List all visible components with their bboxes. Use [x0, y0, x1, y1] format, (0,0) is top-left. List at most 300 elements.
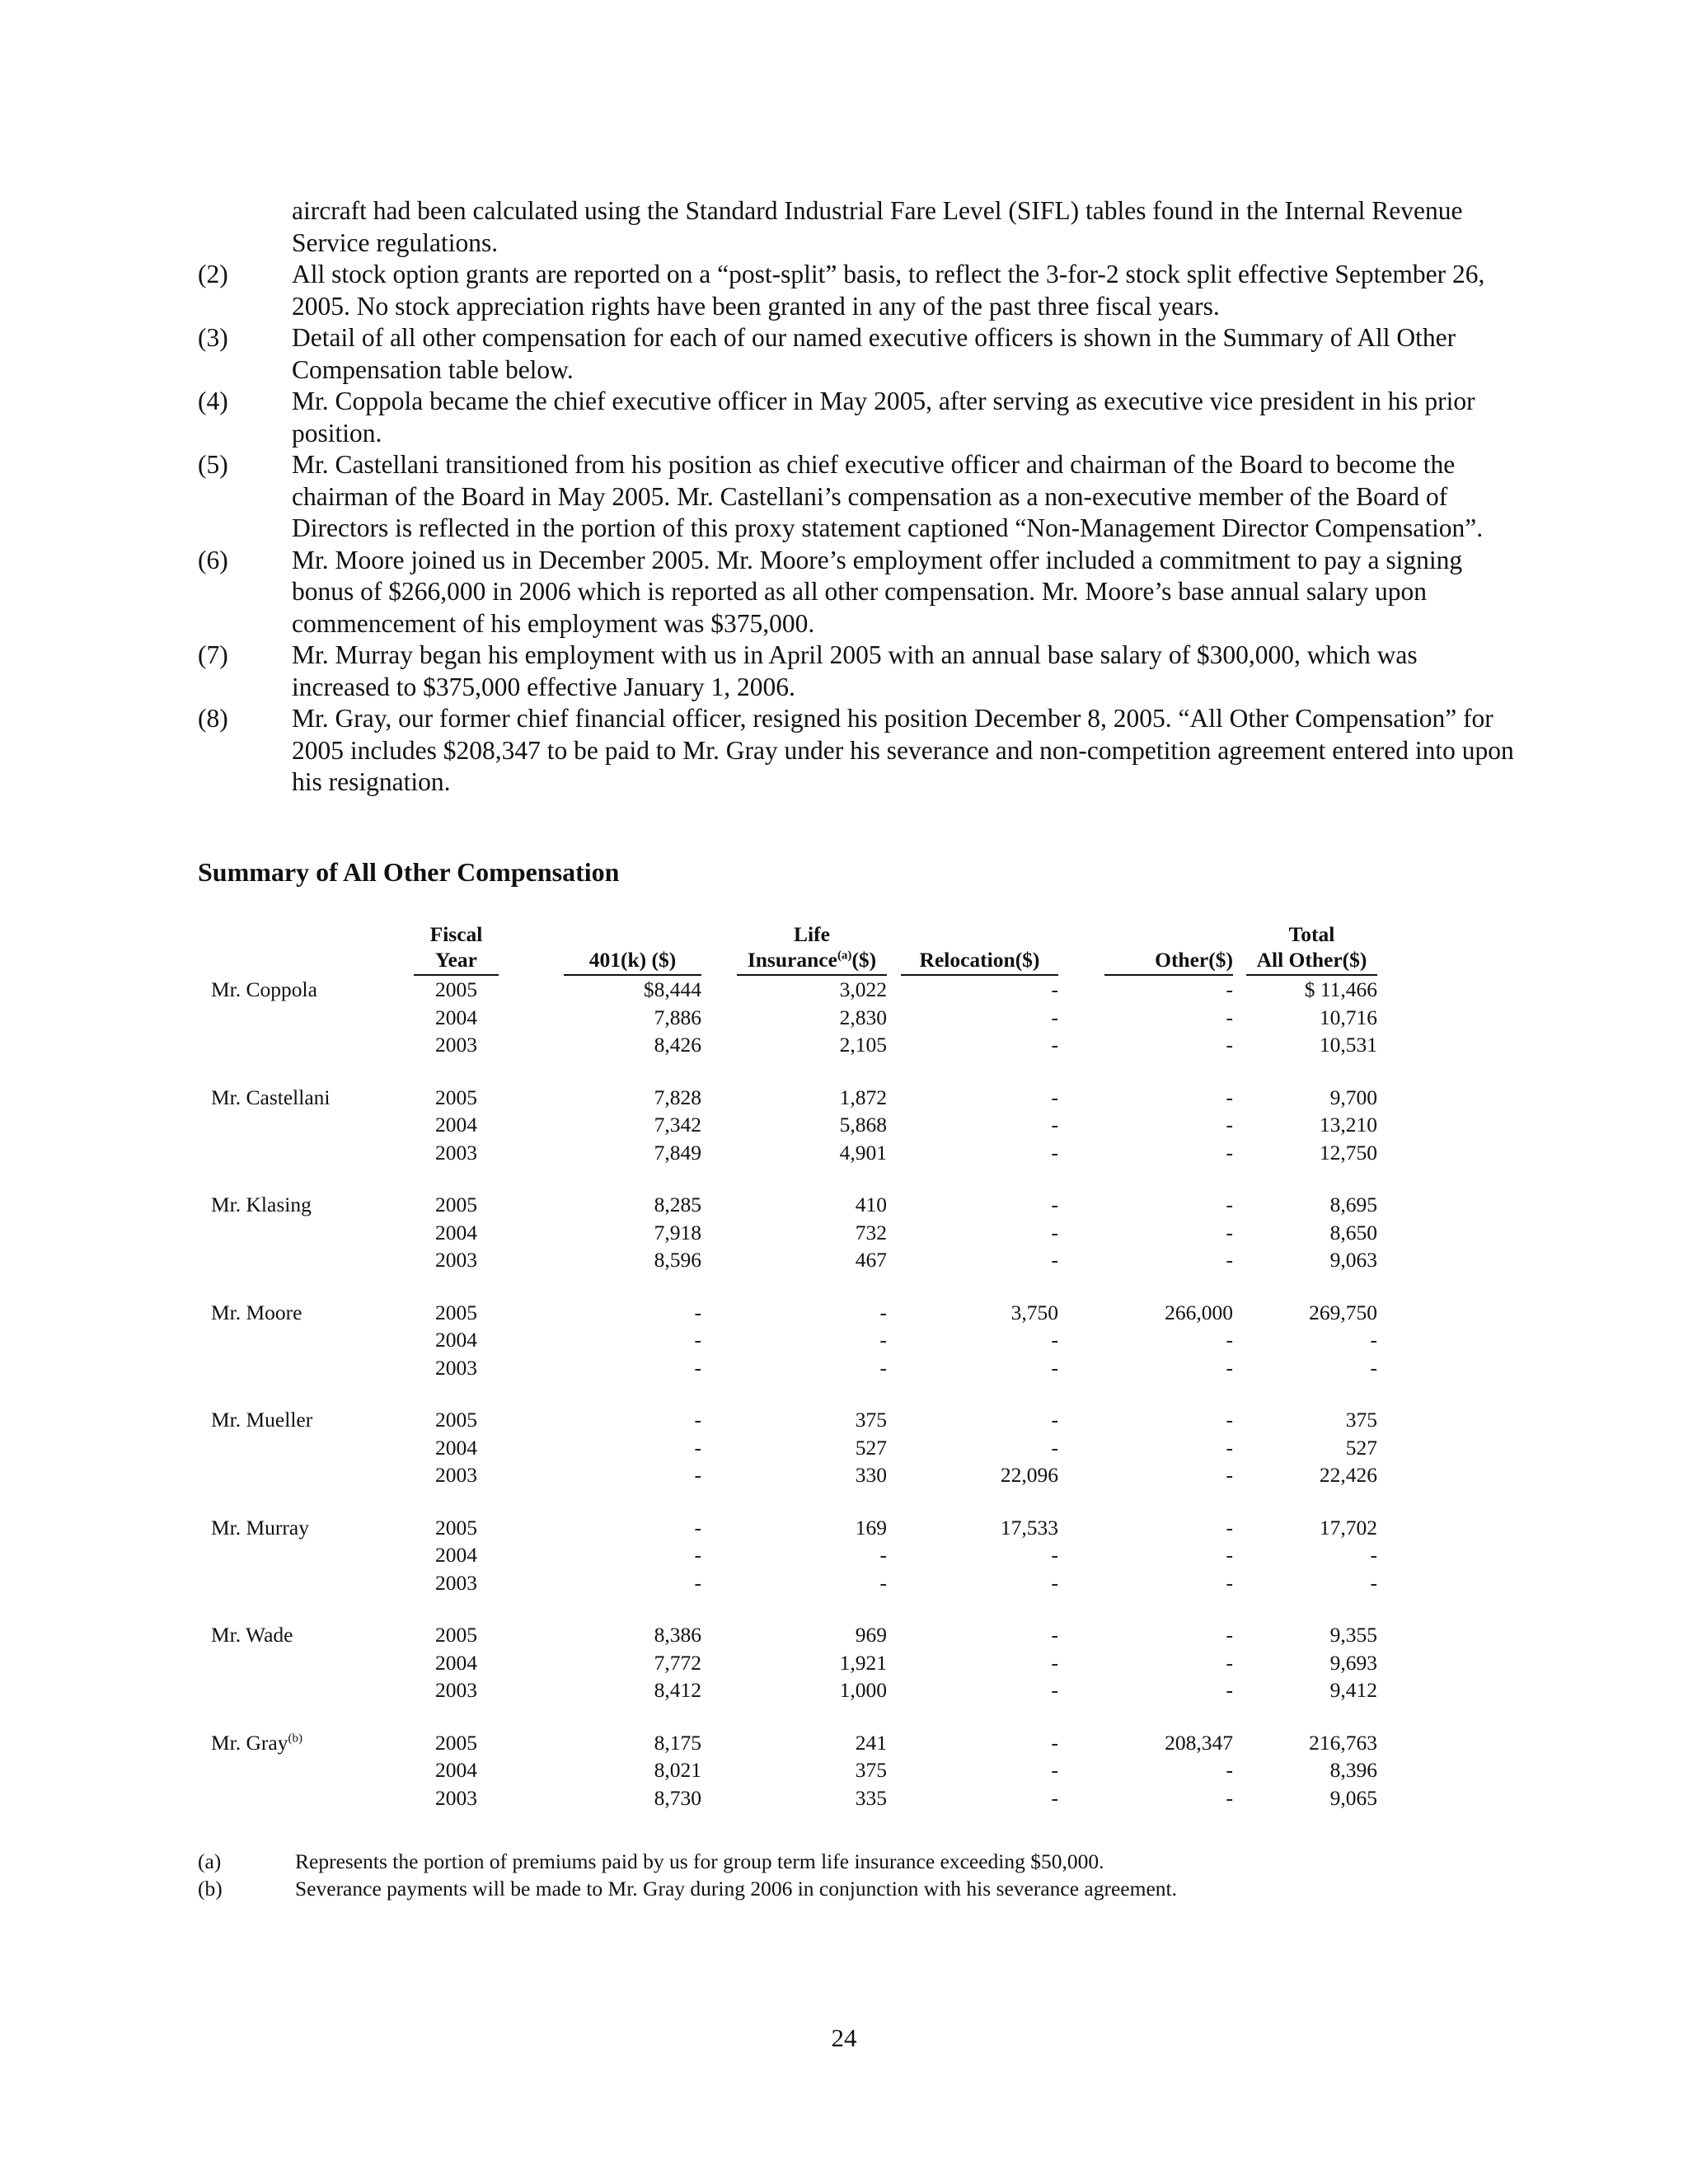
- executive-name: [198, 1191, 414, 1219]
- total-all-other-cell: 269,750: [1309, 1300, 1377, 1324]
- life-insurance-cell: 4,901: [839, 1140, 887, 1165]
- total-all-other-cell: 9,412: [1329, 1678, 1377, 1702]
- executive-name: [198, 1326, 414, 1354]
- footnote-text: Mr. Coppola became the chief executive officer in May 2005, after serving as executive vice president in his prior position.: [292, 387, 1475, 448]
- relocation-cell: -: [1051, 1113, 1058, 1137]
- fiscal-year-cell: 2003: [435, 1140, 477, 1165]
- spacer-cell: [1233, 1514, 1246, 1542]
- spacer-cell: [198, 1704, 1377, 1729]
- executive-name: [198, 1784, 414, 1812]
- spacer-cell: [701, 1784, 737, 1812]
- table-row: [198, 1784, 1377, 1812]
- executive-name-text: Mr. Castellani: [211, 1085, 331, 1109]
- group-spacer: [198, 1166, 1377, 1191]
- table-row: [198, 1461, 1377, 1489]
- life-insurance-cell: -: [879, 1570, 887, 1595]
- spacer-cell: [499, 1326, 564, 1354]
- other-cell: -: [1226, 1193, 1233, 1216]
- spacer-cell: [887, 1084, 901, 1112]
- other-compensation-table: [198, 921, 1377, 1811]
- spacer-cell: [499, 1649, 564, 1677]
- group-spacer: [198, 1381, 1377, 1406]
- spacer-cell: [887, 1299, 901, 1327]
- spacer-cell: [701, 1569, 737, 1597]
- spacer-cell: [499, 1139, 564, 1167]
- footnote: [198, 545, 1517, 640]
- fiscal-year-cell: 2005: [435, 1730, 477, 1755]
- spacer-cell: [701, 1434, 737, 1462]
- fiscal-year-cell: 2005: [435, 1408, 477, 1432]
- spacer-cell: [1058, 1541, 1104, 1569]
- table-row: [198, 1299, 1377, 1327]
- spacer-cell: [1058, 1621, 1104, 1649]
- relocation-cell: 17,533: [1000, 1515, 1058, 1540]
- relocation-cell: -: [1051, 1033, 1058, 1057]
- k401-cell: 7,849: [654, 1140, 701, 1165]
- spacer-cell: [701, 1219, 737, 1247]
- footnote-text: Mr. Moore joined us in December 2005. Mr. Moore’s employment offer included a commitment to pay a signing bonus of $266,000 in 2006 which is reported as all other compensation. Mr. Moore’s base annual salary upon commencement of his employment was $375,000.: [292, 545, 1463, 638]
- k401-cell: 8,386: [654, 1623, 701, 1647]
- table-row: [198, 1246, 1377, 1274]
- k401-cell: 8,412: [654, 1678, 701, 1702]
- spacer-cell: [1058, 1139, 1104, 1167]
- fiscal-year-cell: 2005: [435, 977, 477, 1001]
- spacer-cell: [1233, 1461, 1246, 1489]
- spacer-cell: [499, 1191, 564, 1219]
- spacer-cell: [887, 1191, 901, 1219]
- footnote: [198, 703, 1517, 799]
- executive-name: [198, 1354, 414, 1382]
- relocation-cell: -: [1051, 1085, 1058, 1109]
- spacer-cell: [499, 1541, 564, 1569]
- k401-cell: 8,021: [654, 1758, 701, 1782]
- total-all-other-cell: 9,355: [1329, 1623, 1377, 1647]
- fiscal-year-cell: 2003: [435, 1678, 477, 1702]
- total-all-other-cell: 10,716: [1319, 1005, 1377, 1029]
- spacer-cell: [887, 1406, 901, 1434]
- spacer-cell: [701, 1031, 737, 1059]
- footnote-text: Mr. Gray, our former chief financial officer, resigned his position December 8, 2005. “All Other Compensation” for 2005 includes $208,347 to be paid to Mr. Gray under his severance and non-competition agreement entered into upon his resignation.: [292, 704, 1514, 796]
- executive-name: [198, 1649, 414, 1677]
- spacer-cell: [887, 1031, 901, 1059]
- executive-name: [198, 1246, 414, 1274]
- header-insurance: [737, 947, 887, 975]
- other-cell: -: [1226, 1140, 1233, 1165]
- other-cell: -: [1226, 1543, 1233, 1567]
- executive-name: [198, 975, 414, 1004]
- footnote: [198, 386, 1517, 449]
- total-all-other-cell: 12,750: [1319, 1140, 1377, 1165]
- spacer-cell: [887, 1111, 901, 1139]
- relocation-cell: -: [1051, 1650, 1058, 1675]
- life-insurance-cell: 335: [855, 1785, 887, 1810]
- table-row: [198, 1031, 1377, 1059]
- spacer-cell: [1233, 1084, 1246, 1112]
- spacer-cell: [1058, 1729, 1104, 1757]
- spacer-cell: [701, 1111, 737, 1139]
- table-row: [198, 1219, 1377, 1247]
- footnote-number: (3): [198, 323, 228, 352]
- spacer-cell: [1233, 1756, 1246, 1784]
- header-life: Life: [794, 922, 830, 946]
- spacer-cell: [1233, 1326, 1246, 1354]
- total-all-other-cell: 8,396: [1329, 1758, 1377, 1782]
- other-cell: 266,000: [1165, 1300, 1233, 1324]
- other-cell: 208,347: [1165, 1730, 1233, 1755]
- spacer-cell: [887, 1649, 901, 1677]
- other-cell: -: [1226, 1785, 1233, 1810]
- spacer-cell: [499, 1569, 564, 1597]
- footnote-list: [198, 195, 1517, 799]
- k401-cell: 7,828: [654, 1085, 701, 1109]
- table-note: [198, 1875, 1177, 1902]
- header-insurance-unit: ($): [851, 948, 877, 972]
- life-insurance-cell: 969: [855, 1623, 887, 1647]
- group-spacer: [198, 1274, 1377, 1299]
- footnote-text: All stock option grants are reported on a “post-split” basis, to reflect the 3-for-2 stock split effective September 26, 2005. No stock appreciation rights have been granted in any of the past three fiscal years.: [292, 260, 1485, 321]
- total-all-other-cell: 527: [1345, 1435, 1377, 1460]
- spacer-cell: [1058, 1004, 1104, 1032]
- footnote-text: Mr. Murray began his employment with us in April 2005 with an annual base salary of $300,000, which was increased to $375,000 effective January 1, 2006.: [292, 640, 1418, 701]
- fiscal-year-cell: 2005: [435, 1300, 477, 1324]
- other-cell: -: [1226, 1463, 1233, 1487]
- spacer-cell: [701, 1084, 737, 1112]
- total-all-other-cell: 13,210: [1319, 1113, 1377, 1137]
- table-row: [198, 1676, 1377, 1704]
- executive-name: [198, 1219, 414, 1247]
- spacer-cell: [701, 1139, 737, 1167]
- page-number: 24: [831, 2023, 857, 2052]
- spacer-cell: [887, 1004, 901, 1032]
- spacer-cell: [1058, 1434, 1104, 1462]
- spacer-cell: [499, 975, 564, 1004]
- k401-cell: 8,426: [654, 1033, 701, 1057]
- relocation-cell: -: [1051, 1570, 1058, 1595]
- executive-name: [198, 1756, 414, 1784]
- life-insurance-cell: 467: [855, 1248, 887, 1272]
- other-cell: -: [1226, 977, 1233, 1001]
- life-insurance-cell: 2,830: [839, 1005, 887, 1029]
- executive-name-text: Mr. Gray: [211, 1730, 288, 1755]
- spacer-cell: [887, 975, 901, 1004]
- other-cell: -: [1226, 1408, 1233, 1432]
- header-401k: 401(k) ($): [564, 947, 701, 975]
- executive-name-text: Mr. Moore: [211, 1300, 302, 1324]
- total-all-other-cell: 22,426: [1319, 1463, 1377, 1487]
- relocation-cell: -: [1051, 1005, 1058, 1029]
- footnote: [198, 322, 1517, 386]
- k401-cell: 8,285: [654, 1193, 701, 1216]
- total-all-other-cell: 8,695: [1329, 1193, 1377, 1216]
- total-all-other-cell: 10,531: [1319, 1033, 1377, 1057]
- other-cell: -: [1226, 1650, 1233, 1675]
- fiscal-year-cell: 2004: [435, 1328, 477, 1352]
- life-insurance-cell: 1,000: [839, 1678, 887, 1702]
- other-cell: -: [1226, 1758, 1233, 1782]
- k401-cell: 7,342: [654, 1113, 701, 1137]
- fiscal-year-cell: 2004: [435, 1758, 477, 1782]
- footnote-text: Detail of all other compensation for each of our named executive officers is shown in the Summary of All Other Compensation table below.: [292, 323, 1456, 384]
- spacer-cell: [887, 1676, 901, 1704]
- spacer-cell: [499, 1461, 564, 1489]
- k401-cell: -: [694, 1355, 701, 1380]
- table-row: [198, 1541, 1377, 1569]
- footnote-marker: (b): [288, 1732, 302, 1745]
- total-all-other-cell: 9,700: [1329, 1085, 1377, 1109]
- spacer-cell: [1233, 975, 1246, 1004]
- other-cell: -: [1226, 1005, 1233, 1029]
- spacer-cell: [1058, 1326, 1104, 1354]
- spacer-cell: [499, 1111, 564, 1139]
- fiscal-year-cell: 2004: [435, 1113, 477, 1137]
- fiscal-year-cell: 2004: [435, 1650, 477, 1675]
- spacer-cell: [1058, 1191, 1104, 1219]
- spacer-cell: [1233, 1621, 1246, 1649]
- footnote-number: (7): [198, 640, 228, 669]
- spacer-cell: [499, 1354, 564, 1382]
- total-all-other-cell: -: [1370, 1328, 1377, 1352]
- total-all-other-cell: 9,693: [1329, 1650, 1377, 1675]
- table-row: [198, 1406, 1377, 1434]
- fiscal-year-cell: 2003: [435, 1248, 477, 1272]
- executive-name-text: Mr. Murray: [211, 1515, 309, 1540]
- life-insurance-cell: -: [879, 1328, 887, 1352]
- spacer-cell: [1058, 1406, 1104, 1434]
- other-cell: -: [1226, 1435, 1233, 1460]
- table-row: [198, 1569, 1377, 1597]
- spacer-cell: [701, 1191, 737, 1219]
- spacer-cell: [1233, 1139, 1246, 1167]
- header-relocation: Relocation($): [901, 947, 1058, 975]
- fiscal-year-cell: 2003: [435, 1033, 477, 1057]
- executive-name-text: Mr. Coppola: [211, 977, 317, 1001]
- relocation-cell: -: [1051, 1758, 1058, 1782]
- life-insurance-cell: 3,022: [839, 977, 887, 1001]
- note-label: (b): [198, 1877, 223, 1900]
- fiscal-year-cell: 2003: [435, 1463, 477, 1487]
- k401-cell: -: [694, 1435, 701, 1460]
- spacer-cell: [499, 1219, 564, 1247]
- life-insurance-cell: -: [879, 1300, 887, 1324]
- spacer-cell: [1233, 1649, 1246, 1677]
- footnote-number: (2): [198, 260, 228, 288]
- fiscal-year-cell: 2003: [435, 1355, 477, 1380]
- spacer-cell: [198, 1381, 1377, 1406]
- total-all-other-cell: $ 11,466: [1304, 977, 1377, 1001]
- other-cell: -: [1226, 1355, 1233, 1380]
- total-all-other-cell: -: [1370, 1355, 1377, 1380]
- table-row: [198, 1514, 1377, 1542]
- total-all-other-cell: 9,063: [1329, 1248, 1377, 1272]
- executive-name: [198, 1541, 414, 1569]
- relocation-cell: -: [1051, 1785, 1058, 1810]
- spacer-cell: [887, 1541, 901, 1569]
- spacer-cell: [1233, 1191, 1246, 1219]
- life-insurance-cell: 732: [855, 1220, 887, 1244]
- relocation-cell: -: [1051, 1435, 1058, 1460]
- group-spacer: [198, 1059, 1377, 1084]
- spacer-cell: [1058, 1784, 1104, 1812]
- total-all-other-cell: 8,650: [1329, 1220, 1377, 1244]
- k401-cell: -: [694, 1463, 701, 1487]
- k401-cell: -: [694, 1408, 701, 1432]
- table-row: [198, 1729, 1377, 1757]
- other-cell: -: [1226, 1328, 1233, 1352]
- total-all-other-cell: 17,702: [1319, 1515, 1377, 1540]
- spacer-cell: [701, 1676, 737, 1704]
- table-row: [198, 1621, 1377, 1649]
- spacer-cell: [198, 1596, 1377, 1621]
- spacer-cell: [499, 1434, 564, 1462]
- table-note: [198, 1848, 1177, 1875]
- spacer-cell: [1233, 1354, 1246, 1382]
- spacer-cell: [887, 1756, 901, 1784]
- executive-name: [198, 1434, 414, 1462]
- header-total: Total: [1288, 922, 1335, 946]
- footnote-text: Mr. Castellani transitioned from his position as chief executive officer and chairman of the Board to become the chairman of the Board in May 2005. Mr. Castellani’s compensation as a non-executive member of the Board of Directors is reflected in the portion of this proxy statement captioned “Non-Management Director Compensation”.: [292, 450, 1484, 542]
- life-insurance-cell: 2,105: [839, 1033, 887, 1057]
- spacer-cell: [887, 1621, 901, 1649]
- relocation-cell: -: [1051, 1730, 1058, 1755]
- spacer-cell: [701, 1649, 737, 1677]
- spacer-cell: [701, 1326, 737, 1354]
- spacer-cell: [499, 1676, 564, 1704]
- spacer-cell: [887, 1729, 901, 1757]
- fiscal-year-cell: 2003: [435, 1570, 477, 1595]
- k401-cell: 8,730: [654, 1785, 701, 1810]
- executive-name-text: Mr. Wade: [211, 1623, 293, 1647]
- relocation-cell: 3,750: [1010, 1300, 1058, 1324]
- executive-name: [198, 1406, 414, 1434]
- spacer-cell: [1233, 1676, 1246, 1704]
- executive-name-text: Mr. Klasing: [211, 1193, 312, 1216]
- relocation-cell: -: [1051, 1220, 1058, 1244]
- spacer-cell: [701, 1729, 737, 1757]
- table-row: [198, 1111, 1377, 1139]
- spacer-cell: [1058, 1246, 1104, 1274]
- spacer-cell: [1233, 1784, 1246, 1812]
- spacer-cell: [1233, 1729, 1246, 1757]
- spacer-cell: [887, 1219, 901, 1247]
- footnote-number: (5): [198, 450, 228, 479]
- life-insurance-cell: 375: [855, 1408, 887, 1432]
- spacer-cell: [1058, 1649, 1104, 1677]
- relocation-cell: -: [1051, 977, 1058, 1001]
- life-insurance-cell: 1,872: [839, 1085, 887, 1109]
- note-label: (a): [198, 1849, 222, 1873]
- total-all-other-cell: 9,065: [1329, 1785, 1377, 1810]
- life-insurance-cell: 410: [855, 1193, 887, 1216]
- spacer-cell: [701, 1514, 737, 1542]
- group-spacer: [198, 1704, 1377, 1729]
- life-insurance-cell: 527: [855, 1435, 887, 1460]
- spacer-cell: [198, 1166, 1377, 1191]
- spacer-cell: [499, 1084, 564, 1112]
- spacer-cell: [198, 1059, 1377, 1084]
- spacer-cell: [1233, 1111, 1246, 1139]
- k401-cell: -: [694, 1328, 701, 1352]
- spacer-cell: [1058, 1299, 1104, 1327]
- life-insurance-cell: 330: [855, 1463, 887, 1487]
- table-body: [198, 975, 1377, 1811]
- table-header: [198, 921, 1377, 975]
- relocation-cell: -: [1051, 1678, 1058, 1702]
- table-row: [198, 1084, 1377, 1112]
- table-row: [198, 1649, 1377, 1677]
- other-cell: -: [1226, 1515, 1233, 1540]
- executive-name: [198, 1031, 414, 1059]
- footnote: [198, 640, 1517, 703]
- fiscal-year-cell: 2005: [435, 1085, 477, 1109]
- table-row: [198, 1004, 1377, 1032]
- spacer-cell: [1058, 1676, 1104, 1704]
- note-text: Severance payments will be made to Mr. Gray during 2006 in conjunction with his severance agreement.: [295, 1877, 1177, 1900]
- executive-name: [198, 1621, 414, 1649]
- table-row: [198, 1139, 1377, 1167]
- relocation-cell: -: [1051, 1543, 1058, 1567]
- spacer-cell: [701, 1299, 737, 1327]
- footnote-number: (6): [198, 545, 228, 574]
- total-all-other-cell: 375: [1345, 1408, 1377, 1432]
- footnote: [198, 259, 1517, 322]
- footnote: [198, 195, 1517, 259]
- spacer-cell: [1058, 1084, 1104, 1112]
- spacer-cell: [701, 1004, 737, 1032]
- group-spacer: [198, 1596, 1377, 1621]
- other-cell: -: [1226, 1570, 1233, 1595]
- spacer-cell: [887, 1461, 901, 1489]
- k401-cell: -: [694, 1515, 701, 1540]
- other-cell: -: [1226, 1085, 1233, 1109]
- fiscal-year-cell: 2004: [435, 1005, 477, 1029]
- table-row: [198, 1191, 1377, 1219]
- spacer-cell: [887, 1434, 901, 1462]
- header-insurance-label: Insurance: [747, 948, 837, 972]
- k401-cell: 7,772: [654, 1650, 701, 1675]
- footnote-number: (4): [198, 387, 228, 415]
- executive-name: [198, 1004, 414, 1032]
- spacer-cell: [499, 1729, 564, 1757]
- spacer-cell: [1233, 1541, 1246, 1569]
- relocation-cell: -: [1051, 1193, 1058, 1216]
- spacer-cell: [499, 1756, 564, 1784]
- other-cell: -: [1226, 1113, 1233, 1137]
- life-insurance-cell: -: [879, 1543, 887, 1567]
- relocation-cell: -: [1051, 1408, 1058, 1432]
- relocation-cell: -: [1051, 1248, 1058, 1272]
- header-total-all-other: All Other($): [1246, 947, 1377, 975]
- other-cell: -: [1226, 1220, 1233, 1244]
- executive-name: [198, 1139, 414, 1167]
- spacer-cell: [1233, 1299, 1246, 1327]
- fiscal-year-cell: 2004: [435, 1435, 477, 1460]
- k401-cell: 8,596: [654, 1248, 701, 1272]
- fiscal-year-cell: 2005: [435, 1515, 477, 1540]
- spacer-cell: [887, 1139, 901, 1167]
- spacer-cell: [499, 1406, 564, 1434]
- executive-name: [198, 1461, 414, 1489]
- other-cell: -: [1226, 1623, 1233, 1647]
- table-row: [198, 1756, 1377, 1784]
- spacer-cell: [198, 1489, 1377, 1514]
- table-row: [198, 1354, 1377, 1382]
- k401-cell: $8,444: [643, 977, 701, 1001]
- executive-name: [198, 1299, 414, 1327]
- group-spacer: [198, 1489, 1377, 1514]
- spacer-cell: [1058, 1461, 1104, 1489]
- spacer-cell: [1058, 1514, 1104, 1542]
- life-insurance-cell: 169: [855, 1515, 887, 1540]
